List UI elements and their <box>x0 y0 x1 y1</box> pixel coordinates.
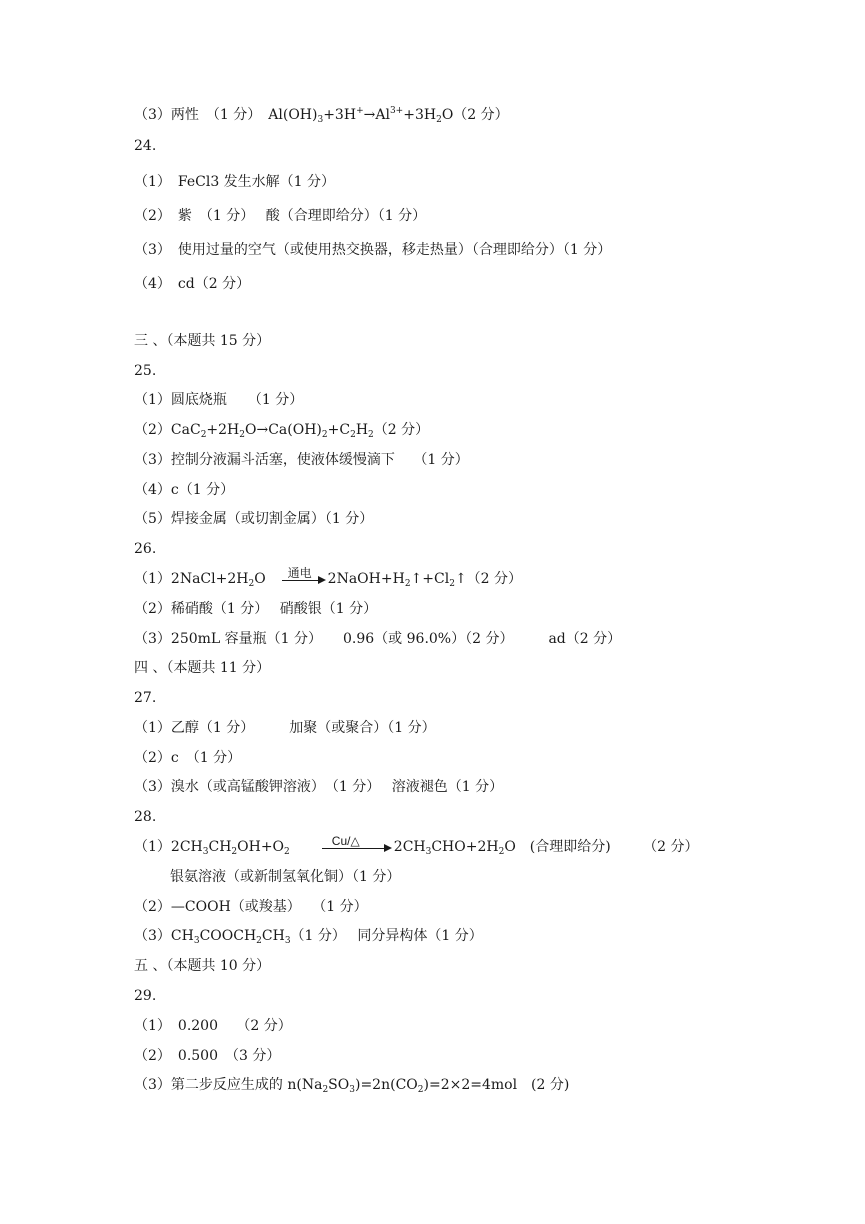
answer-28-1 <box>134 834 699 857</box>
arrow-condition: Cu/△ <box>331 834 360 848</box>
question-number-26: 26. <box>134 541 157 557</box>
text-segment: （1）2NaCl+2H <box>134 571 249 587</box>
answer-26-2: （2）稀硝酸（1 分） 硝酸银（1 分） <box>134 601 378 617</box>
text-segment: ↑+Cl <box>410 571 450 587</box>
subscript: 2 <box>239 430 246 440</box>
answer-24-2: （2） 紫 （1 分） 酸（合理即给分）（1 分） <box>134 208 427 224</box>
superscript: 3+ <box>389 106 404 116</box>
subscript: 2 <box>322 1085 329 1095</box>
subscript: 2 <box>256 936 262 946</box>
reaction-arrow <box>322 834 392 856</box>
answer-25-4: （4）c（1 分） <box>134 482 235 498</box>
subscript: 2 <box>200 430 207 440</box>
question-number-24: 24. <box>134 138 157 154</box>
subscript: 2 <box>498 847 505 857</box>
text-segment: SO <box>328 1077 350 1093</box>
text-segment: )=2n(CO <box>354 1077 418 1093</box>
text-segment: O→Ca(OH) <box>245 422 322 438</box>
subscript: 2 <box>248 579 255 589</box>
text-segment: )=2×2=4mol (2 分) <box>423 1077 570 1093</box>
answer-25-1: （1）圆底烧瓶 （1 分） <box>134 392 304 408</box>
text-segment: （3）两性 （1 分） Al(OH) <box>134 107 318 123</box>
subscript: 2 <box>368 430 374 440</box>
text-segment: （3）CH <box>134 928 194 944</box>
subscript: 3 <box>193 936 200 946</box>
answer-29-3 <box>134 1076 569 1094</box>
subscript: 2 <box>417 1085 424 1095</box>
superscript: + <box>356 106 364 116</box>
subscript: 3 <box>317 115 324 125</box>
subscript: 3 <box>425 847 432 857</box>
reaction-arrow <box>282 566 326 588</box>
subscript: 2 <box>231 847 238 857</box>
text-segment: （3）第二步反应生成的 n(Na <box>134 1077 323 1093</box>
question-number-25: 25. <box>134 363 157 379</box>
text-segment: +3H <box>323 107 357 123</box>
text-segment: （2 分） <box>373 422 430 438</box>
answer-28-3 <box>134 927 483 945</box>
answer-23-3 <box>134 106 509 124</box>
answer-25-3: （3）控制分液漏斗活塞，使液体缓慢滴下 （1 分） <box>134 452 469 468</box>
text-segment: H <box>355 422 369 438</box>
answer-26-3: （3）250mL 容量瓶（1 分） 0.96（或 96.0%）（2 分） ad（2 分） <box>134 631 622 647</box>
text-segment: CH <box>261 928 285 944</box>
subscript: 3 <box>202 847 209 857</box>
text-segment: 2CH <box>393 839 426 855</box>
answer-25-5: （5）焊接金属（或切割金属）（1 分） <box>134 511 374 527</box>
text-segment: O (合理即给分) （2 分） <box>504 839 699 855</box>
answer-27-2: （2）c （1 分） <box>134 750 242 766</box>
section-5-heading: 五 、（本题共 10 分） <box>134 958 271 974</box>
answer-24-3: （3） 使用过量的空气（或使用热交换器，移走热量）（合理即给分）（1 分） <box>134 242 612 258</box>
answer-28-2: （2）—COOH（或羧基） （1 分） <box>134 899 368 915</box>
text-segment: +3H <box>403 107 437 123</box>
text-segment: +2H <box>206 422 240 438</box>
answer-27-1: （1）乙醇（1 分） 加聚（或聚合）（1 分） <box>134 720 436 736</box>
subscript: 3 <box>284 936 291 946</box>
answer-29-2: （2） 0.500 （3 分） <box>134 1048 281 1064</box>
text-segment: +C <box>327 422 351 438</box>
subscript: 2 <box>449 579 455 589</box>
section-4-heading: 四 、（本题共 11 分） <box>134 660 271 676</box>
answer-24-4: （4） cd（2 分） <box>134 276 251 292</box>
text-segment: （1）2CH <box>134 839 203 855</box>
text-segment: ↑（2 分） <box>454 571 523 587</box>
answer-25-2 <box>134 421 429 439</box>
subscript: 2 <box>350 430 356 440</box>
question-number-27: 27. <box>134 690 157 706</box>
answer-24-1: （1） FeCl3 发生水解（1 分） <box>134 174 336 190</box>
answer-28-1-continued: 银氨溶液（或新制氢氧化铜）（1 分） <box>170 869 401 885</box>
section-3-heading: 三 、（本题共 15 分） <box>134 333 271 349</box>
text-segment: COOCH <box>199 928 257 944</box>
text-segment: 2NaOH+H <box>327 571 405 587</box>
question-number-29: 29. <box>134 988 157 1004</box>
text-segment: （2）CaC <box>134 422 201 438</box>
text-segment: →Al <box>363 107 390 123</box>
answer-27-3: （3）溴水（或高锰酸钾溶液） （1 分） 溶液褪色（1 分） <box>134 779 504 795</box>
subscript: 3 <box>349 1085 355 1095</box>
text-segment: OH+O <box>237 839 285 855</box>
subscript: 2 <box>436 115 442 125</box>
text-segment: O（2 分） <box>441 107 509 123</box>
text-segment: CH <box>208 839 232 855</box>
subscript: 2 <box>321 430 328 440</box>
arrow-condition: 通电 <box>287 566 312 580</box>
text-segment: CHO+2H <box>431 839 499 855</box>
answer-26-1 <box>134 566 523 589</box>
answer-29-1: （1） 0.200 （2 分） <box>134 1018 292 1034</box>
subscript: 2 <box>284 847 290 857</box>
text-segment: （1 分） 同分异构体（1 分） <box>290 928 483 944</box>
text-segment: O <box>254 571 266 587</box>
subscript: 2 <box>404 579 411 589</box>
question-number-28: 28. <box>134 809 157 825</box>
